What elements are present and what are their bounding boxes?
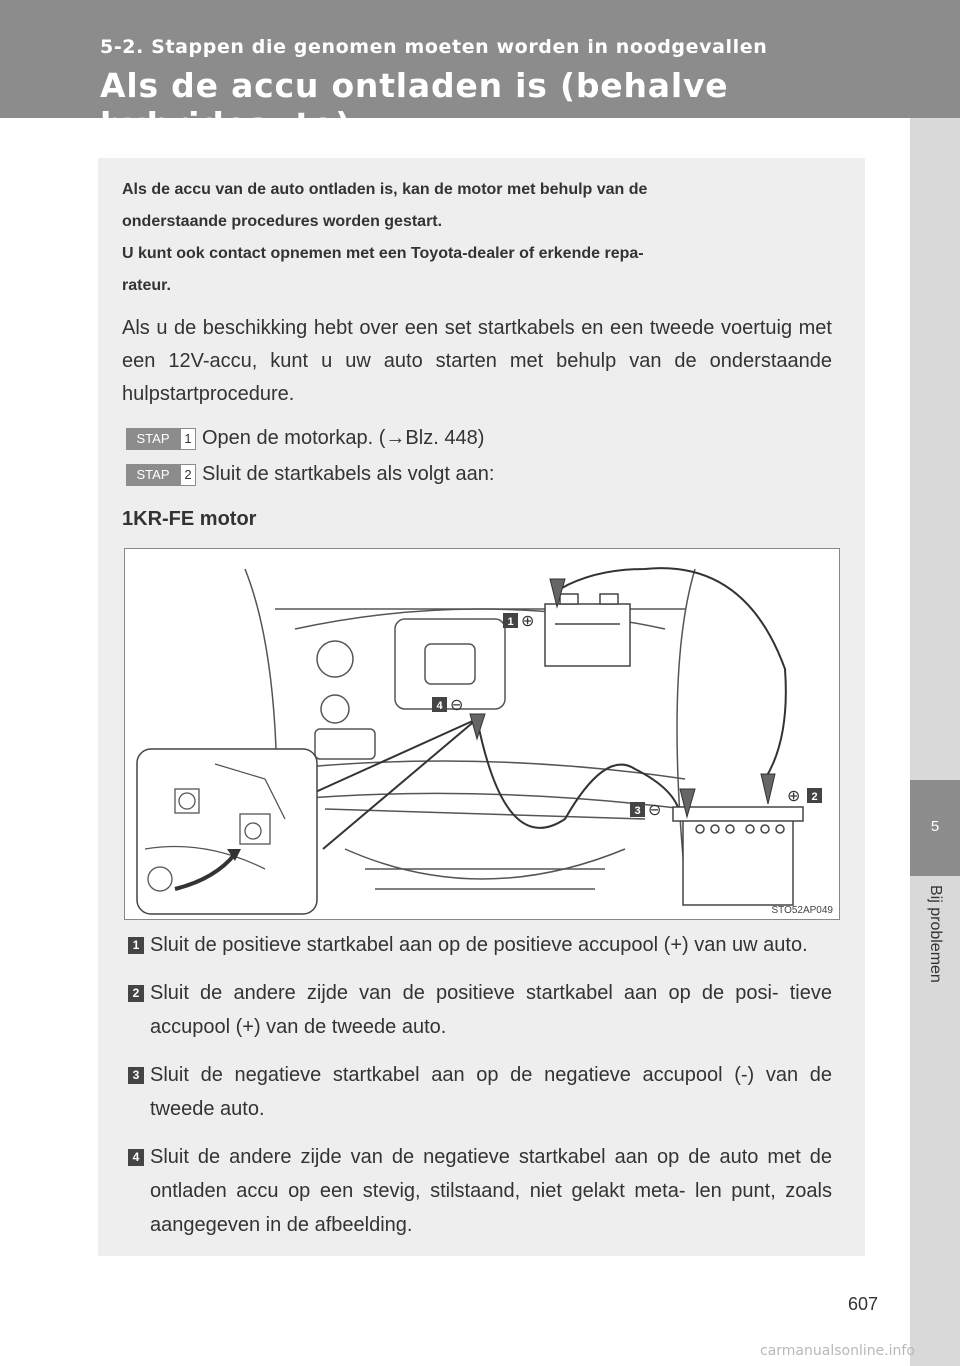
step-text: Sluit de startkabels als volgt aan:	[202, 463, 495, 485]
minus-symbol: ⊖	[648, 800, 662, 819]
intro-text	[122, 174, 832, 302]
detail-inset	[137, 749, 317, 914]
figure-code: STO52AP049	[771, 905, 833, 916]
intro-line: rateur.	[122, 277, 171, 294]
page-number: 607	[848, 1294, 879, 1314]
step-badge	[126, 464, 196, 486]
callout-4-label: 4	[436, 700, 443, 712]
minus-symbol: ⊖	[450, 695, 464, 714]
step-1	[126, 423, 484, 453]
callout-3-label: 3	[634, 805, 641, 817]
chapter-label: Bij problemen	[927, 885, 944, 983]
page-title: Als de accu ontladen is (behalve hybrideauto)	[100, 66, 729, 144]
list-item	[128, 928, 832, 962]
step-badge-number: 1	[180, 428, 196, 450]
item-text: Sluit de positieve startkabel aan op de positieve accupool (+) van uw auto.	[150, 934, 808, 956]
page-header	[0, 0, 960, 144]
item-text: Sluit de andere zijde van de negatieve startkabel aan op de auto met de ontladen accu op een stevig, stilstaand, niet gelakt meta- len punt, zoals aangegeven in de afbeelding.	[150, 1146, 832, 1236]
jumpstart-illustration	[124, 548, 840, 920]
callout-4	[432, 695, 463, 714]
item-number: 2	[128, 985, 144, 1002]
engine-heading: 1KR-FE motor	[122, 508, 257, 530]
step-badge-label: STAP	[126, 464, 180, 486]
list-item	[128, 1058, 832, 1126]
illustration-svg	[125, 549, 839, 919]
item-text: Sluit de andere zijde van de positieve startkabel aan op de posi- tieve accupool (+) van de tweede auto.	[150, 982, 832, 1038]
list-item	[128, 1140, 832, 1242]
intro-line: U kunt ook contact opnemen met een Toyota-dealer of erkende repa-	[122, 245, 644, 262]
intro-line: Als de accu van de auto ontladen is, kan de motor met behulp van de	[122, 181, 648, 198]
step-badge-number: 2	[180, 464, 196, 486]
instruction-list	[128, 928, 832, 1256]
donor-battery	[673, 807, 803, 905]
plus-symbol: ⊕	[787, 786, 801, 805]
item-number: 4	[128, 1149, 144, 1166]
callout-3	[630, 800, 661, 819]
callout-1-label: 1	[507, 616, 514, 628]
section-heading: 5-2. Stappen die genomen moeten worden in noodgevallen	[100, 36, 768, 58]
chapter-number: 5	[930, 818, 940, 835]
item-number: 3	[128, 1067, 144, 1084]
item-number: 1	[128, 937, 144, 954]
intro-line: onderstaande procedures worden gestart.	[122, 213, 443, 230]
callout-2-label: 2	[811, 791, 818, 803]
plus-symbol: ⊕	[521, 611, 535, 630]
step-2	[126, 459, 494, 489]
callout-1	[503, 611, 534, 630]
list-item	[128, 976, 832, 1044]
body-paragraph: Als u de beschikking hebt over een set startkabels en een tweede voertuig met een 12V-accu, kunt u uw auto starten met behulp van de onderstaande hulpstartprocedure.	[122, 317, 832, 405]
watermark: carmanualsonline.info	[760, 1343, 915, 1359]
step-text: Open de motorkap. (→Blz. 448)	[202, 427, 485, 449]
chapter-sidebar	[910, 118, 960, 1366]
step-badge-label: STAP	[126, 428, 180, 450]
chapter-tab[interactable]	[910, 780, 960, 876]
item-text: Sluit de negatieve startkabel aan op de negatieve accupool (-) van de tweede auto.	[150, 1064, 832, 1120]
step-badge	[126, 428, 196, 450]
callout-2	[787, 786, 822, 805]
